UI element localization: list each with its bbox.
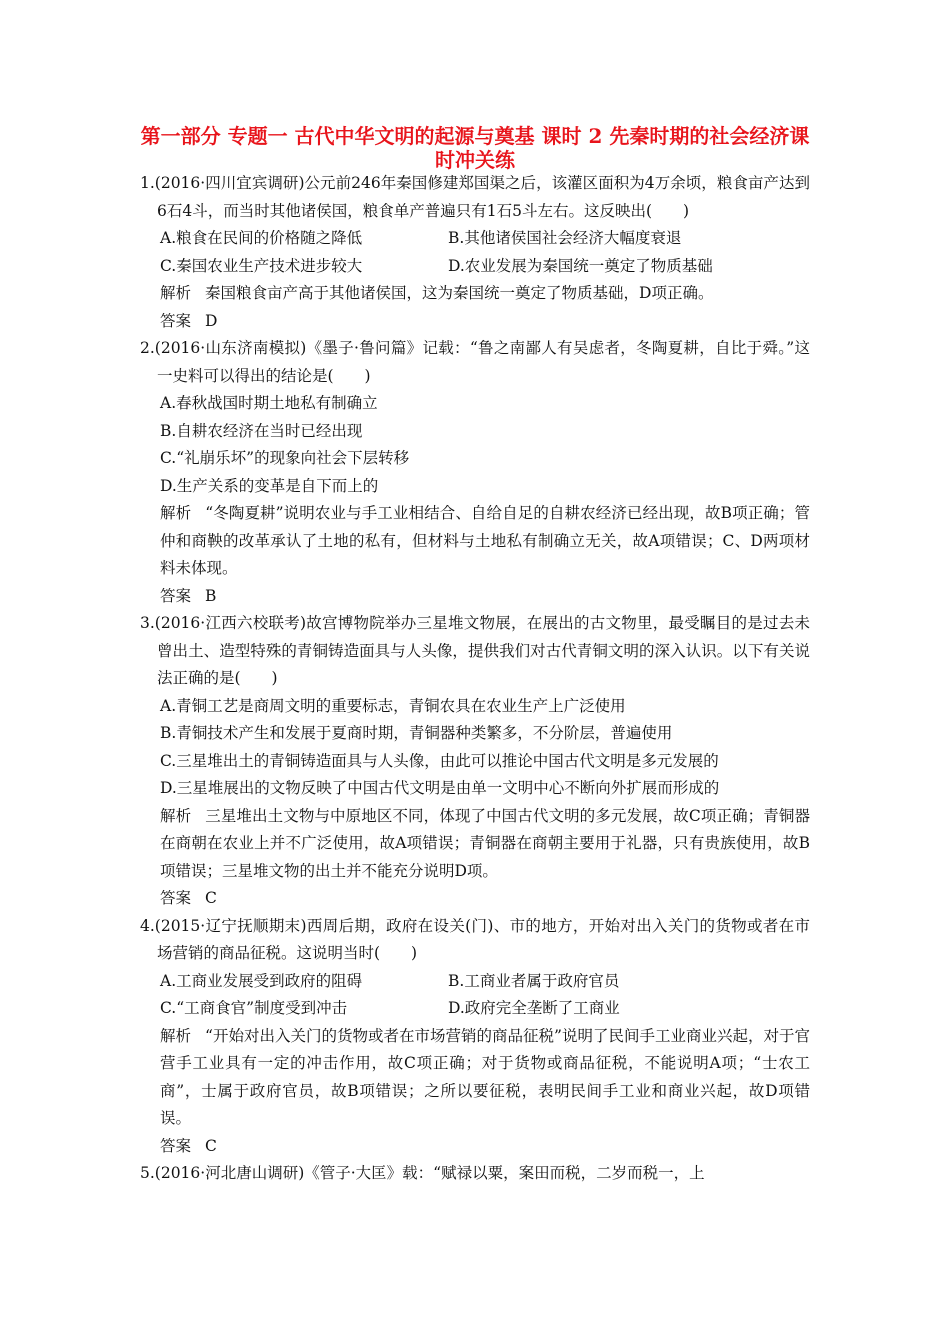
option-b: B.自耕农经济在当时已经出现 bbox=[160, 421, 363, 440]
option-a: A.春秋战国时期土地私有制确立 bbox=[160, 394, 378, 412]
analysis-label: 解析 bbox=[160, 284, 192, 302]
option-d: D.生产关系的变革是自下而上的 bbox=[160, 476, 379, 495]
question-5 bbox=[140, 1160, 810, 1188]
option-d: D.政府完全垄断了工商业 bbox=[448, 999, 620, 1017]
page-title: 第一部分 专题一 古代中华文明的起源与奠基 课时 2 先秦时期的社会经济课时冲关练 bbox=[140, 124, 810, 172]
answer-value: C bbox=[205, 889, 217, 907]
question-stem: 5.(2016·河北唐山调研)《管子·大匡》载：“赋禄以粟，案田而税，二岁而税一，上 bbox=[140, 1164, 705, 1182]
option-b: B.其他诸侯国社会经济大幅度衰退 bbox=[448, 229, 682, 247]
option-row bbox=[140, 995, 810, 1023]
option-a: A.粮食在民间的价格随之降低 bbox=[160, 229, 363, 247]
answer bbox=[140, 1133, 810, 1161]
answer-label: 答案 bbox=[160, 1136, 192, 1155]
option-c: C.“礼崩乐坏”的现象向社会下层转移 bbox=[160, 449, 410, 467]
analysis bbox=[140, 280, 810, 308]
question-list bbox=[140, 170, 810, 1188]
answer-value: C bbox=[205, 1136, 217, 1155]
answer-value: D bbox=[205, 311, 218, 330]
option-row bbox=[140, 968, 810, 996]
question-1 bbox=[140, 170, 810, 335]
analysis-text: 三星堆出土文物与中原地区不同，体现了中国古代文明的多元发展，故C项正确；青铜器在商朝在农业上并不广泛使用，故A项错误；青铜器在商朝主要用于礼器，只有贵族使用，故B项错误；三星堆文物的出土并不能充分说明D项。 bbox=[160, 806, 810, 880]
analysis-label: 解析 bbox=[160, 504, 192, 522]
answer bbox=[140, 885, 810, 913]
option-row bbox=[140, 253, 810, 281]
option-b: B.青铜技术产生和发展于夏商时期，青铜器种类繁多，不分阶层，普遍使用 bbox=[160, 724, 673, 742]
answer bbox=[140, 308, 810, 336]
question-2 bbox=[140, 335, 810, 610]
analysis bbox=[140, 803, 810, 886]
answer-label: 答案 bbox=[160, 889, 192, 907]
question-3 bbox=[140, 610, 810, 913]
option-c: C.秦国农业生产技术进步较大 bbox=[160, 256, 363, 275]
option-a: A.工商业发展受到政府的阻碍 bbox=[160, 971, 363, 990]
option-a: A.青铜工艺是商周文明的重要标志，青铜农具在农业生产上广泛使用 bbox=[160, 696, 626, 715]
option-c: C.三星堆出土的青铜铸造面具与人头像，由此可以推论中国古代文明是多元发展的 bbox=[160, 751, 719, 770]
question-stem: 1.(2016·四川宜宾调研)公元前246年秦国修建郑国渠之后，该灌区面积为4万余顷，粮食亩产达到6石4斗，而当时其他诸侯国，粮食单产普遍只有1石5斗左右。这反映出( ) bbox=[140, 174, 810, 220]
analysis bbox=[140, 1023, 810, 1133]
analysis-label: 解析 bbox=[160, 806, 192, 825]
answer-label: 答案 bbox=[160, 311, 192, 330]
option-row bbox=[140, 225, 810, 253]
analysis bbox=[140, 500, 810, 583]
analysis-text: “冬陶夏耕”说明农业与手工业相结合、自给自足的自耕农经济已经出现，故B项正确；管仲和商鞅的改革承认了土地的私有，但材料与土地私有制确立无关，故A项错误；C、D两项材料未体现。 bbox=[160, 504, 810, 577]
analysis-label: 解析 bbox=[160, 1026, 192, 1045]
answer-label: 答案 bbox=[160, 586, 192, 605]
option-d: D.农业发展为秦国统一奠定了物质基础 bbox=[448, 256, 713, 275]
answer bbox=[140, 583, 810, 611]
analysis-text: 秦国粮食亩产高于其他诸侯国，这为秦国统一奠定了物质基础，D项正确。 bbox=[205, 284, 714, 302]
question-4 bbox=[140, 913, 810, 1161]
option-d: D.三星堆展出的文物反映了中国古代文明是由单一文明中心不断向外扩展而形成的 bbox=[160, 779, 720, 797]
option-b: B.工商业者属于政府官员 bbox=[448, 971, 620, 990]
question-stem: 2.(2016·山东济南模拟)《墨子·鲁问篇》记载：“鲁之南鄙人有吴虑者，冬陶夏耕，自比于舜。”这一史料可以得出的结论是( ) bbox=[140, 339, 810, 385]
analysis-text: “开始对出入关门的货物或者在市场营销的商品征税”说明了民间手工业商业兴起，对于官营手工业具有一定的冲击作用，故C项正确；对于货物或商品征税，不能说明A项；“士农工商”，士属于政府官员，故B项错误；之所以要征税，表明民间手工业和商业兴起，故D项错误。 bbox=[160, 1026, 810, 1127]
option-c: C.“工商食官”制度受到冲击 bbox=[160, 999, 348, 1017]
answer-value: B bbox=[205, 586, 217, 605]
question-stem: 4.(2015·辽宁抚顺期末)西周后期，政府在设关(门)、市的地方，开始对出入关门的货物或者在市场营销的商品征税。这说明当时( ) bbox=[140, 916, 810, 962]
question-stem: 3.(2016·江西六校联考)故宫博物院举办三星堆文物展，在展出的古文物里，最受瞩目的是过去未曾出土、造型特殊的青铜铸造面具与人头像，提供我们对古代青铜文明的深入认识。以下有关说法正确的是( ) bbox=[140, 614, 810, 687]
